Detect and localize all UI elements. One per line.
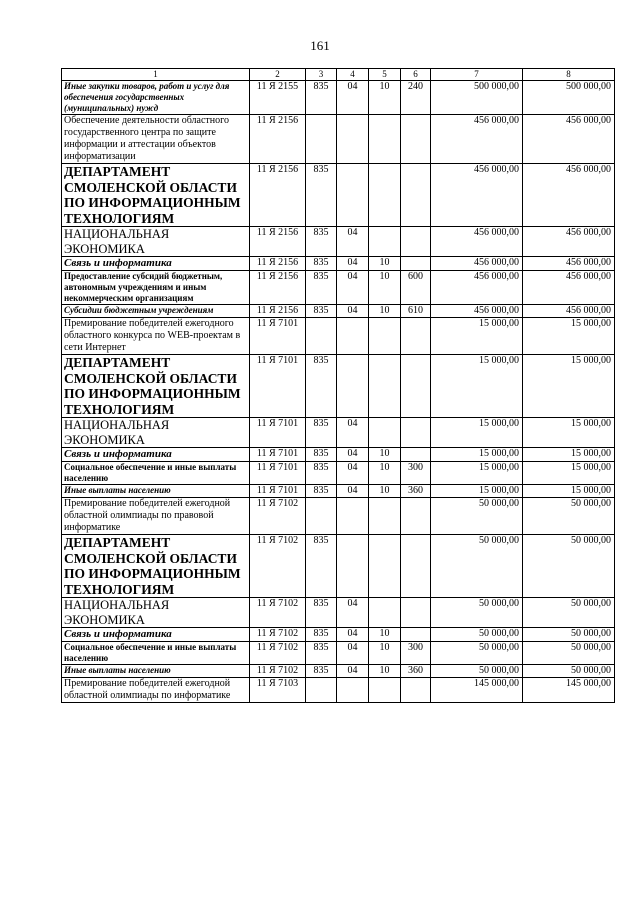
row-subsection [369, 318, 401, 355]
row-code: 11 Я 2156 [250, 227, 306, 257]
row-amount-2017: 50 000,00 [523, 642, 615, 665]
row-subsection [369, 355, 401, 418]
row-name: Премирование победителей ежегодного областного конкурса по WEB-проектам в сети Интернет [62, 318, 250, 355]
row-expense-type [401, 535, 431, 598]
row-amount-2016: 15 000,00 [431, 485, 523, 498]
row-code: 11 Я 7101 [250, 355, 306, 418]
row-subsection: 10 [369, 462, 401, 485]
row-amount-2017: 50 000,00 [523, 665, 615, 678]
row-code: 11 Я 7102 [250, 665, 306, 678]
row-amount-2016: 456 000,00 [431, 115, 523, 164]
row-expense-type: 240 [401, 81, 431, 115]
row-amount-2016: 456 000,00 [431, 305, 523, 318]
row-amount-2016: 50 000,00 [431, 642, 523, 665]
row-chapter [306, 318, 337, 355]
row-amount-2016: 145 000,00 [431, 678, 523, 703]
row-amount-2017: 456 000,00 [523, 164, 615, 227]
row-section [337, 535, 369, 598]
table-row [62, 462, 615, 485]
row-section [337, 355, 369, 418]
row-section: 04 [337, 227, 369, 257]
row-expense-type [401, 448, 431, 462]
row-section: 04 [337, 257, 369, 271]
row-code: 11 Я 7102 [250, 498, 306, 535]
row-name: Социальное обеспечение и иные выплаты населению [62, 642, 250, 665]
row-code: 11 Я 7103 [250, 678, 306, 703]
table-row [62, 485, 615, 498]
row-amount-2016: 50 000,00 [431, 535, 523, 598]
row-code: 11 Я 7102 [250, 628, 306, 642]
row-chapter: 835 [306, 665, 337, 678]
row-section: 04 [337, 81, 369, 115]
row-expense-type [401, 418, 431, 448]
row-code: 11 Я 7102 [250, 642, 306, 665]
row-name: НАЦИОНАЛЬНАЯ ЭКОНОМИКА [62, 418, 250, 448]
row-code: 11 Я 7102 [250, 535, 306, 598]
row-amount-2017: 15 000,00 [523, 418, 615, 448]
row-amount-2016: 456 000,00 [431, 227, 523, 257]
row-amount-2017: 50 000,00 [523, 628, 615, 642]
row-amount-2017: 50 000,00 [523, 498, 615, 535]
row-name: НАЦИОНАЛЬНАЯ ЭКОНОМИКА [62, 227, 250, 257]
table-row [62, 164, 615, 227]
row-code: 11 Я 7101 [250, 448, 306, 462]
row-amount-2016: 15 000,00 [431, 318, 523, 355]
row-expense-type [401, 227, 431, 257]
row-amount-2017: 456 000,00 [523, 115, 615, 164]
row-chapter: 835 [306, 271, 337, 305]
row-section: 04 [337, 665, 369, 678]
page-number: 161 [310, 38, 330, 53]
row-name: Иные выплаты населению [62, 485, 250, 498]
row-amount-2016: 456 000,00 [431, 164, 523, 227]
row-name: Премирование победителей ежегодной областной олимпиады по правовой информатике [62, 498, 250, 535]
row-amount-2016: 50 000,00 [431, 665, 523, 678]
row-amount-2016: 50 000,00 [431, 498, 523, 535]
row-code: 11 Я 2156 [250, 305, 306, 318]
row-expense-type: 300 [401, 642, 431, 665]
row-subsection: 10 [369, 448, 401, 462]
row-subsection [369, 164, 401, 227]
row-section: 04 [337, 642, 369, 665]
row-name: Субсидии бюджетным учреждениям [62, 305, 250, 318]
table-row [62, 257, 615, 271]
row-subsection: 10 [369, 305, 401, 318]
row-expense-type: 300 [401, 462, 431, 485]
row-section [337, 498, 369, 535]
row-chapter: 835 [306, 642, 337, 665]
row-chapter: 835 [306, 257, 337, 271]
table-row [62, 418, 615, 448]
row-expense-type: 610 [401, 305, 431, 318]
row-chapter: 835 [306, 598, 337, 628]
row-subsection: 10 [369, 642, 401, 665]
row-amount-2016: 15 000,00 [431, 355, 523, 418]
row-chapter: 835 [306, 628, 337, 642]
row-expense-type [401, 678, 431, 703]
row-name: Иные закупки товаров, работ и услуг для обеспечения государственных (муниципальных) нужд [62, 81, 250, 115]
row-expense-type [401, 355, 431, 418]
row-amount-2017: 145 000,00 [523, 678, 615, 703]
row-section [337, 115, 369, 164]
table-row [62, 678, 615, 703]
row-subsection [369, 115, 401, 164]
row-expense-type [401, 115, 431, 164]
row-expense-type [401, 498, 431, 535]
row-subsection [369, 418, 401, 448]
row-name: НАЦИОНАЛЬНАЯ ЭКОНОМИКА [62, 598, 250, 628]
row-expense-type: 360 [401, 485, 431, 498]
header-cell: 7 [431, 69, 523, 81]
row-code: 11 Я 2155 [250, 81, 306, 115]
row-amount-2016: 50 000,00 [431, 628, 523, 642]
row-amount-2017: 456 000,00 [523, 271, 615, 305]
row-code: 11 Я 7101 [250, 462, 306, 485]
row-amount-2016: 456 000,00 [431, 271, 523, 305]
row-code: 11 Я 7101 [250, 485, 306, 498]
header-cell: 5 [369, 69, 401, 81]
table-row [62, 665, 615, 678]
row-section: 04 [337, 598, 369, 628]
row-name: ДЕПАРТАМЕНТ СМОЛЕНСКОЙ ОБЛАСТИ ПО ИНФОРМАЦИОННЫМ ТЕХНОЛОГИЯМ [62, 535, 250, 598]
row-expense-type [401, 257, 431, 271]
row-amount-2016: 15 000,00 [431, 448, 523, 462]
table-row [62, 318, 615, 355]
row-chapter: 835 [306, 535, 337, 598]
row-code: 11 Я 7102 [250, 598, 306, 628]
row-amount-2016: 500 000,00 [431, 81, 523, 115]
row-chapter: 835 [306, 418, 337, 448]
table-row [62, 598, 615, 628]
row-amount-2017: 456 000,00 [523, 257, 615, 271]
row-amount-2017: 50 000,00 [523, 535, 615, 598]
row-name: Связь и информатика [62, 628, 250, 642]
row-amount-2017: 15 000,00 [523, 462, 615, 485]
row-chapter [306, 498, 337, 535]
row-section [337, 678, 369, 703]
budget-table [61, 68, 615, 703]
row-name: ДЕПАРТАМЕНТ СМОЛЕНСКОЙ ОБЛАСТИ ПО ИНФОРМАЦИОННЫМ ТЕХНОЛОГИЯМ [62, 164, 250, 227]
row-amount-2017: 15 000,00 [523, 485, 615, 498]
row-amount-2017: 15 000,00 [523, 448, 615, 462]
row-code: 11 Я 2156 [250, 164, 306, 227]
row-name: Иные выплаты населению [62, 665, 250, 678]
table-row [62, 448, 615, 462]
row-subsection: 10 [369, 257, 401, 271]
row-code: 11 Я 7101 [250, 318, 306, 355]
row-chapter: 835 [306, 305, 337, 318]
row-subsection: 10 [369, 485, 401, 498]
row-section: 04 [337, 305, 369, 318]
table-row [62, 115, 615, 164]
row-code: 11 Я 7101 [250, 418, 306, 448]
row-subsection [369, 598, 401, 628]
row-chapter: 835 [306, 448, 337, 462]
row-chapter: 835 [306, 462, 337, 485]
row-chapter: 835 [306, 227, 337, 257]
row-section [337, 164, 369, 227]
row-amount-2017: 500 000,00 [523, 81, 615, 115]
table-row [62, 271, 615, 305]
row-code: 11 Я 2156 [250, 271, 306, 305]
row-name: Социальное обеспечение и иные выплаты населению [62, 462, 250, 485]
row-expense-type [401, 628, 431, 642]
row-amount-2016: 15 000,00 [431, 418, 523, 448]
table-row [62, 81, 615, 115]
header-cell: 8 [523, 69, 615, 81]
row-expense-type: 360 [401, 665, 431, 678]
row-code: 11 Я 2156 [250, 257, 306, 271]
row-name: Обеспечение деятельности областного государственного центра по защите информации и аттестации объектов информатизации [62, 115, 250, 164]
row-expense-type [401, 318, 431, 355]
row-expense-type [401, 164, 431, 227]
row-section [337, 318, 369, 355]
row-amount-2017: 456 000,00 [523, 227, 615, 257]
row-section: 04 [337, 271, 369, 305]
row-chapter [306, 115, 337, 164]
row-amount-2017: 50 000,00 [523, 598, 615, 628]
header-cell: 4 [337, 69, 369, 81]
row-section: 04 [337, 628, 369, 642]
row-name: ДЕПАРТАМЕНТ СМОЛЕНСКОЙ ОБЛАСТИ ПО ИНФОРМАЦИОННЫМ ТЕХНОЛОГИЯМ [62, 355, 250, 418]
row-subsection: 10 [369, 81, 401, 115]
row-section: 04 [337, 462, 369, 485]
row-amount-2017: 15 000,00 [523, 318, 615, 355]
row-section: 04 [337, 418, 369, 448]
row-amount-2016: 15 000,00 [431, 462, 523, 485]
row-expense-type [401, 598, 431, 628]
header-cell: 3 [306, 69, 337, 81]
header-cell: 2 [250, 69, 306, 81]
row-section: 04 [337, 485, 369, 498]
row-chapter: 835 [306, 164, 337, 227]
row-subsection: 10 [369, 665, 401, 678]
row-subsection [369, 227, 401, 257]
row-name: Связь и информатика [62, 257, 250, 271]
table-header-row [62, 69, 615, 81]
row-subsection: 10 [369, 271, 401, 305]
row-subsection [369, 535, 401, 598]
row-section: 04 [337, 448, 369, 462]
table-row [62, 227, 615, 257]
row-code: 11 Я 2156 [250, 115, 306, 164]
row-name: Предоставление субсидий бюджетным, автономным учреждениям и иным некоммерческим организациям [62, 271, 250, 305]
row-amount-2016: 456 000,00 [431, 257, 523, 271]
row-subsection: 10 [369, 628, 401, 642]
row-expense-type: 600 [401, 271, 431, 305]
row-name: Связь и информатика [62, 448, 250, 462]
header-cell: 6 [401, 69, 431, 81]
row-chapter: 835 [306, 355, 337, 418]
row-amount-2016: 50 000,00 [431, 598, 523, 628]
table-row [62, 355, 615, 418]
row-amount-2017: 15 000,00 [523, 355, 615, 418]
row-chapter: 835 [306, 81, 337, 115]
table-row [62, 498, 615, 535]
row-subsection [369, 678, 401, 703]
header-cell: 1 [62, 69, 250, 81]
row-name: Премирование победителей ежегодной областной олимпиады по информатике [62, 678, 250, 703]
table-row [62, 628, 615, 642]
row-chapter [306, 678, 337, 703]
table-row [62, 305, 615, 318]
row-chapter: 835 [306, 485, 337, 498]
row-amount-2017: 456 000,00 [523, 305, 615, 318]
table-row [62, 535, 615, 598]
table-row [62, 642, 615, 665]
row-subsection [369, 498, 401, 535]
